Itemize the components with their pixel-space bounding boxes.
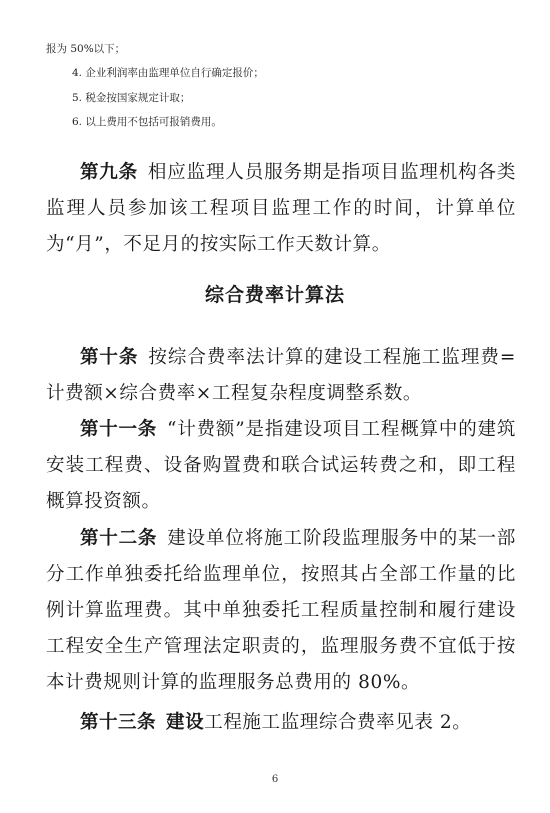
article-13-text-bold: 建设 [166,712,205,733]
note-line-continuation: 报为 50%以下； [46,43,126,55]
article-10-label: 第十条 [80,347,139,368]
article-11-text: “计费额”是指建设项目工程概算中的建筑安装工程费、设备购置费和联合试运转费之和，即工程概算投资额。 [46,419,516,512]
page-number: 6 [271,774,279,785]
article-10-text: 按综合费率法计算的建设工程施工监理费=计费额×综合费率×工程复杂程度调整系数。 [46,347,516,404]
section-title: 综合费率计算法 [204,284,345,306]
article-13-text: 工程施工监理综合费率见表 2。 [204,712,472,733]
note-item-6: 6. 以上费用不包括可报销费用。 [72,116,222,128]
article-11 [46,412,516,520]
article-13-label: 第十三条 [80,712,157,733]
article-9-text: 相应监理人员服务期是指项目监理机构各类监理人员参加该工程项目监理工作的时间，计算单位为“月”，不足月的按实际工作天数计算。 [46,162,516,255]
article-10 [46,340,516,412]
article-13 [46,705,516,741]
article-12 [46,521,516,701]
article-12-label: 第十二条 [80,528,158,549]
article-11-label: 第十一条 [80,419,157,440]
note-item-4: 4. 企业利润率由监理单位自行确定报价； [72,67,264,79]
article-9 [46,155,516,263]
article-12-text: 建设单位将施工阶段监理服务中的某一部分工作单独委托给监理单位，按照其占全部工作量的比例计算监理费。其中单独委托工程质量控制和履行建设工程安全生产管理法定职责的，监理服务费不宜低于按本计费规则计算的监理服务总费用的 80%。 [46,528,516,693]
note-item-5: 5. 税金按国家规定计取； [72,92,191,104]
article-9-label: 第九条 [80,162,138,183]
